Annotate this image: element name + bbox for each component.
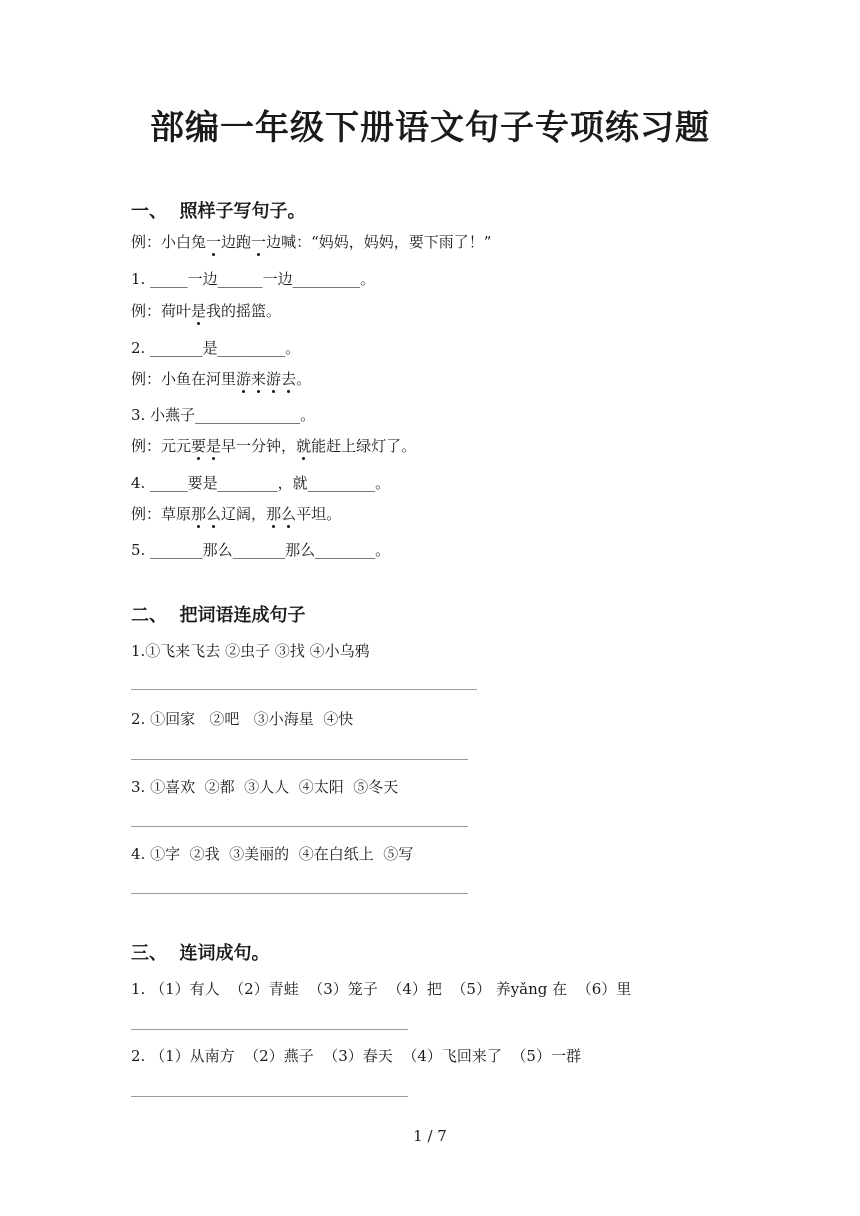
- answer-line-3[interactable]: [131, 826, 468, 827]
- example-sentence-1: 例：小白兔一边跑一边喊：“妈妈，妈妈，要下雨了！”: [131, 233, 492, 251]
- word-group-6: 2. （1）从南方 （2）燕子 （3）春天 （4）飞回来了 （5）一群: [131, 1047, 581, 1065]
- question-4: 4. _____要是________，就_________。: [131, 474, 391, 492]
- answer-line-6[interactable]: [131, 1096, 408, 1097]
- example-sentence-5: 例：草原那么辽阔，那么平坦。: [131, 505, 342, 523]
- question-3: 3. 小燕子______________。: [131, 406, 316, 424]
- section-2-heading: 二、 把词语连成句子: [131, 605, 306, 626]
- question-2: 2. _______是_________。: [131, 339, 301, 357]
- question-5: 5. _______那么_______那么________。: [131, 541, 391, 559]
- word-group-2: 2. ①回家 ②吧 ③小海星 ④快: [131, 710, 354, 728]
- word-group-4: 4. ①字 ②我 ③美丽的 ④在白纸上 ⑤写: [131, 845, 414, 863]
- word-group-5: 1. （1）有人 （2）青蛙 （3）笼子 （4）把 （5） 养yǎng 在 （6）里: [131, 980, 632, 998]
- answer-line-4[interactable]: [131, 893, 468, 894]
- section-1-heading: 一、 照样子写句子。: [131, 201, 306, 222]
- example-sentence-4: 例：元元要是早一分钟，就能赶上绿灯了。: [131, 437, 417, 455]
- example-sentence-2: 例：荷叶是我的摇篮。: [131, 302, 282, 320]
- word-group-1: 1.①飞来飞去 ②虫子 ③找 ④小乌鸦: [131, 642, 370, 660]
- page-title: 部编一年级下册语文句子专项练习题: [150, 108, 710, 148]
- answer-line-2[interactable]: [131, 759, 468, 760]
- answer-line-5[interactable]: [131, 1029, 408, 1030]
- page-number: 1 / 7: [413, 1127, 447, 1145]
- question-1: 1. _____一边______一边_________。: [131, 270, 376, 288]
- answer-line-1[interactable]: [131, 689, 477, 690]
- section-3-heading: 三、 连词成句。: [131, 943, 270, 964]
- word-group-3: 3. ①喜欢 ②都 ③人人 ④太阳 ⑤冬天: [131, 778, 399, 796]
- example-sentence-3: 例：小鱼在河里游来游去。: [131, 370, 312, 388]
